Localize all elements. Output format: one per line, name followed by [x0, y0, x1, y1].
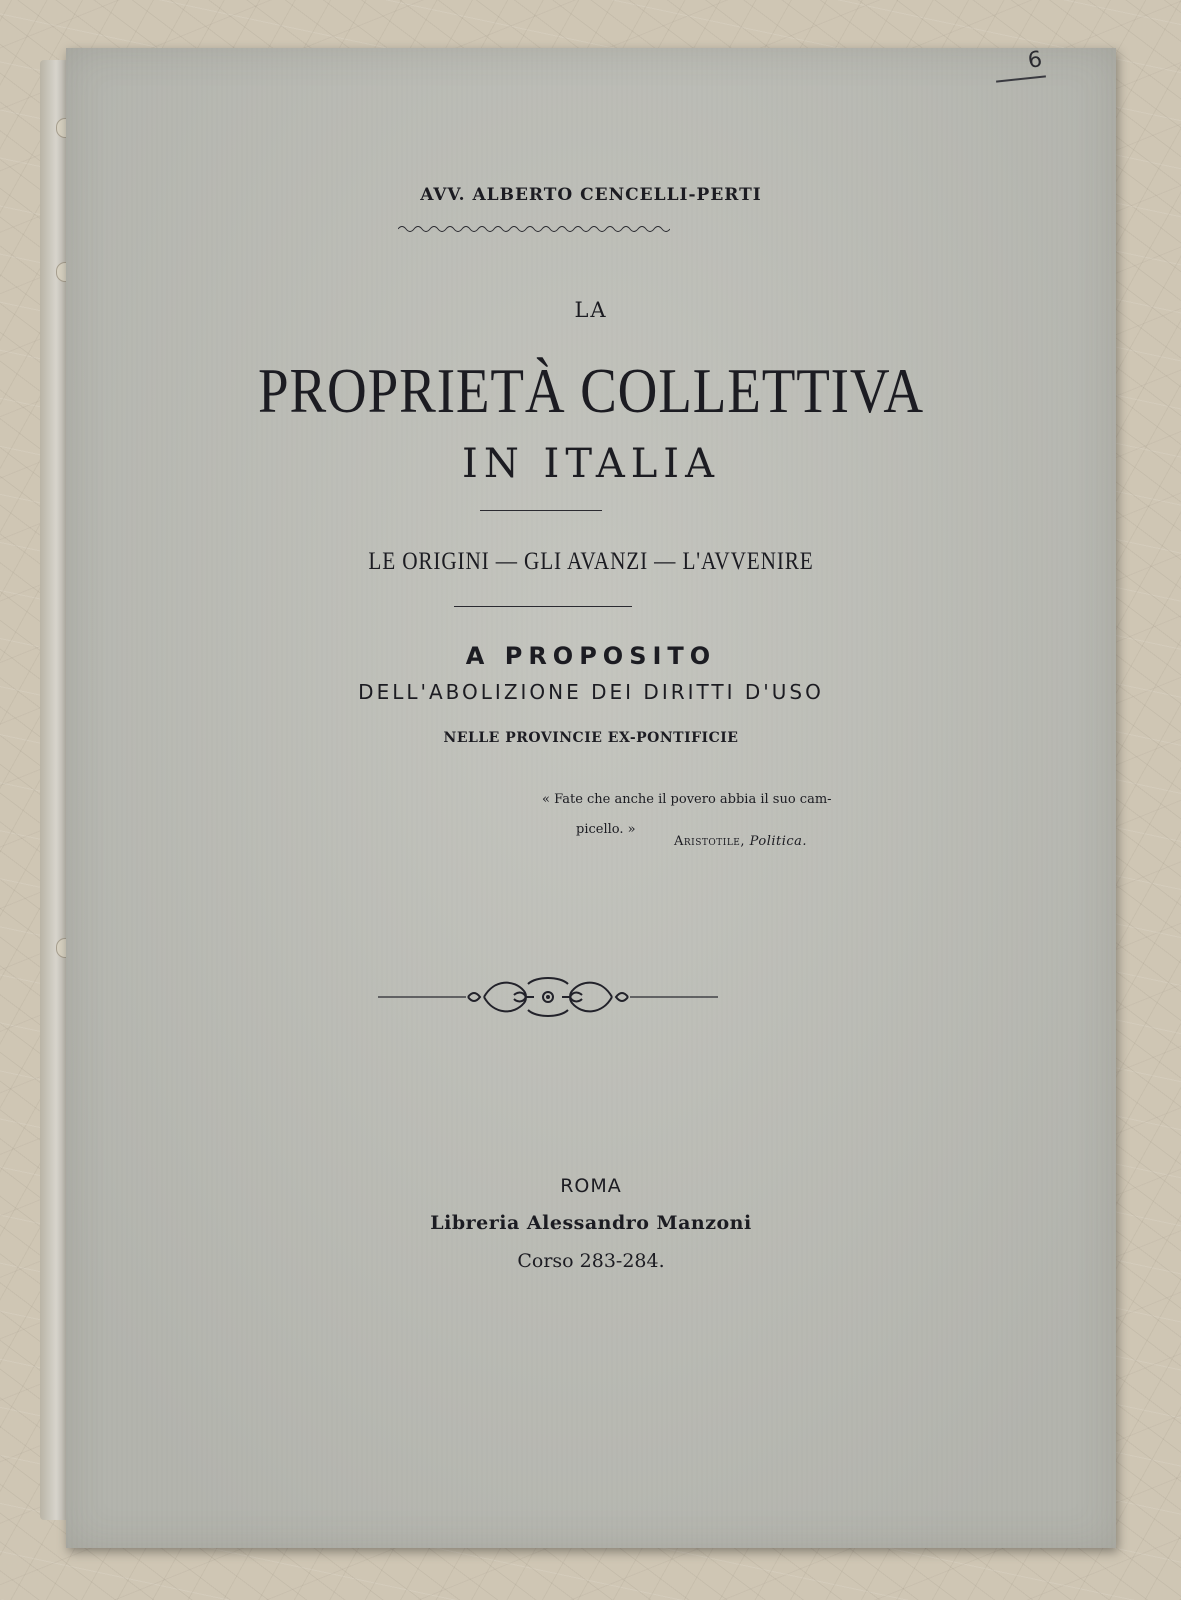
author-line: AVV. ALBERTO CENCELLI-PERTI — [420, 185, 762, 205]
divider-rule — [454, 606, 632, 607]
title-subtitle: IN ITALIA — [462, 441, 720, 487]
ornament-flourish — [378, 974, 718, 1020]
publisher-city: ROMA — [560, 1175, 622, 1197]
publisher-address: Corso 283-284. — [517, 1250, 665, 1272]
epigraph-work: Politica. — [749, 834, 808, 849]
epigraph-attribution — [674, 834, 807, 849]
context-heading: A PROPOSITO — [465, 642, 717, 670]
title-main: PROPRIETÀ COLLETTIVA — [258, 355, 924, 426]
handwritten-mark — [996, 75, 1046, 82]
divider-rule — [480, 510, 602, 511]
subtitle-line: LE ORIGINI — GLI AVANZI — L'AVVENIRE — [368, 548, 814, 575]
publisher-name: Libreria Alessandro Manzoni — [430, 1212, 752, 1234]
book-cover — [66, 48, 1116, 1548]
context-subline: NELLE PROVINCIE EX-PONTIFICIE — [443, 730, 739, 746]
epigraph-line: « Fate che anche il povero abbia il suo cam- — [542, 792, 832, 807]
title-article: LA — [574, 298, 608, 322]
wavy-rule — [398, 224, 670, 234]
context-line: DELL'ABOLIZIONE DEI DIRITTI D'USO — [358, 680, 824, 704]
handwritten-number: 6 — [1026, 47, 1044, 74]
epigraph-author: Aristotile, — [674, 834, 746, 849]
epigraph-line: picello. » — [576, 822, 636, 837]
